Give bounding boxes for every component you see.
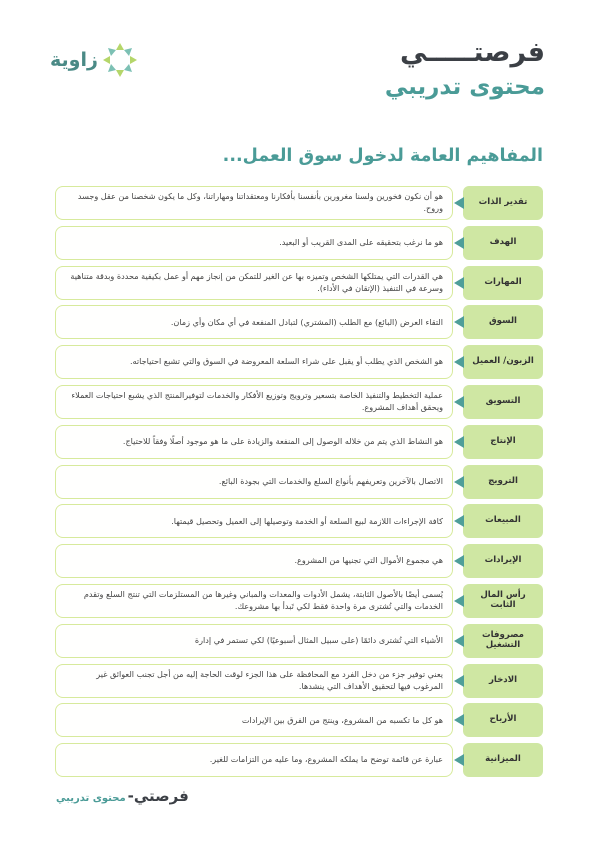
concept-definition: هو كل ما تكسبه من المشروع، وينتج من الفرق بين الإيرادات [55, 703, 453, 737]
concept-row [55, 465, 543, 499]
concept-term: الزبون/ العميل [463, 345, 543, 379]
concept-term: الإيرادات [463, 544, 543, 578]
concept-term: رأس المال الثابت [463, 584, 543, 618]
concept-row [55, 345, 543, 379]
concept-term: الأرباح [463, 703, 543, 737]
concept-definition: هو أن نكون فخورين ولسنا مغرورين بأنفسنا بأفكارنا ومعتقداتنا ومهاراتنا، وكل ما يكون شخصنا من عقل وجسد وروح. [55, 186, 453, 220]
concept-term: المبيعات [463, 504, 543, 538]
concept-row [55, 305, 543, 339]
brand-title: فرصتـــــي [399, 37, 545, 68]
concept-term: تقدير الذات [463, 186, 543, 220]
concept-row [55, 703, 543, 737]
logo [50, 40, 136, 80]
concept-definition: الأشياء التي تُشترى دائمًا (على سبيل المثال أسبوعيًا) لكي تستمر في إدارة [55, 624, 453, 658]
concept-term: المهارات [463, 266, 543, 300]
concept-row [55, 743, 543, 777]
concept-row [55, 664, 543, 698]
concept-term: الميزانية [463, 743, 543, 777]
concept-definition: الاتصال بالآخرين وتعريفهم بأنواع السلع والخدمات التي بجودة البائع. [55, 465, 453, 499]
concept-definition: هي القدرات التي يمتلكها الشخص وتميزه بها عن الغير للتمكن من إنجاز مهم أو عمل بكيفية محددة وبدقة متناهية وسرعة في التنفيذ (الإتقان في الأداء). [55, 266, 453, 300]
concept-term: الترويج [463, 465, 543, 499]
concept-definition: عبارة عن قائمة توضح ما يملكه المشروع، وما عليه من التزامات للغير. [55, 743, 453, 777]
footer-subtitle: محتوى تدريبي [56, 793, 126, 804]
concept-row [55, 385, 543, 419]
concept-definition: كافة الإجراءات اللازمة لبيع السلعة أو الخدمة وتوصيلها إلى العميل وتحصيل قيمتها. [55, 504, 453, 538]
concept-term: التسويق [463, 385, 543, 419]
zawia-logo-icon [102, 42, 138, 78]
concept-definition: عملية التخطيط والتنفيذ الخاصة بتسعير وترويج وتوزيع الأفكار والخدمات لتوفيرالمنتج الذي يشبع احتياجات العملاء ويحقق أهداف المشروع. [55, 385, 453, 419]
concept-row [55, 504, 543, 538]
concept-term: الهدف [463, 226, 543, 260]
logo-wordmark: زاوية [50, 49, 98, 71]
concept-row [55, 425, 543, 459]
concept-definition: هو ما نرغب بتحقيقه على المدى القريب أو البعيد. [55, 226, 453, 260]
document-header [385, 38, 545, 101]
concept-row [55, 624, 543, 658]
concept-definition: هو النشاط الذي يتم من خلاله الوصول إلى المنفعة والزيادة على ما هو موجود أصلًا وفقاً للاحتياج. [55, 425, 453, 459]
concept-term: الادخار [463, 664, 543, 698]
concept-definition: هي مجموع الأموال التي تجنيها من المشروع. [55, 544, 453, 578]
concept-row [55, 544, 543, 578]
concept-term: مصروفات التشغيل [463, 624, 543, 658]
page-heading: المفاهيم العامة لدخول سوق العمل... [222, 146, 543, 166]
footer [56, 787, 189, 805]
concept-term: الإنتاج [463, 425, 543, 459]
concept-definition: التقاء العرض (البائع) مع الطلب (المشتري) لتبادل المنفعة في أي مكان وأي زمان. [55, 305, 453, 339]
concept-definition: يُسمى أيضًا بالأصول الثابتة، يشمل الأدوات والمعدات والمباني وغيرها من المستلزمات التي تنتج السلع وتقدم الخدمات والتي تُشترى مرة واحدة فقط لكي تَبدأ بها مشروعك. [55, 584, 453, 618]
concept-definition: هو الشخص الذي يطلب أو يقبل على شراء السلعة المعروضة في السوق والتي تشبع احتياجاته. [55, 345, 453, 379]
brand-subtitle: محتوى تدريبي [384, 73, 545, 100]
concept-row [55, 186, 543, 220]
concept-definition: يعني توفير جزء من دخل الفرد مع المحافظة على هذا الجزء لوقت الحاجة إليه من أجل تجنب العوائق غير المرغوب فيها لتحقيق الأهداف التي ينشدها. [55, 664, 453, 698]
concept-term: السوق [463, 305, 543, 339]
concept-row [55, 266, 543, 300]
footer-brand: فرصتي- [127, 787, 189, 805]
concept-row [55, 584, 543, 618]
concept-row [55, 226, 543, 260]
